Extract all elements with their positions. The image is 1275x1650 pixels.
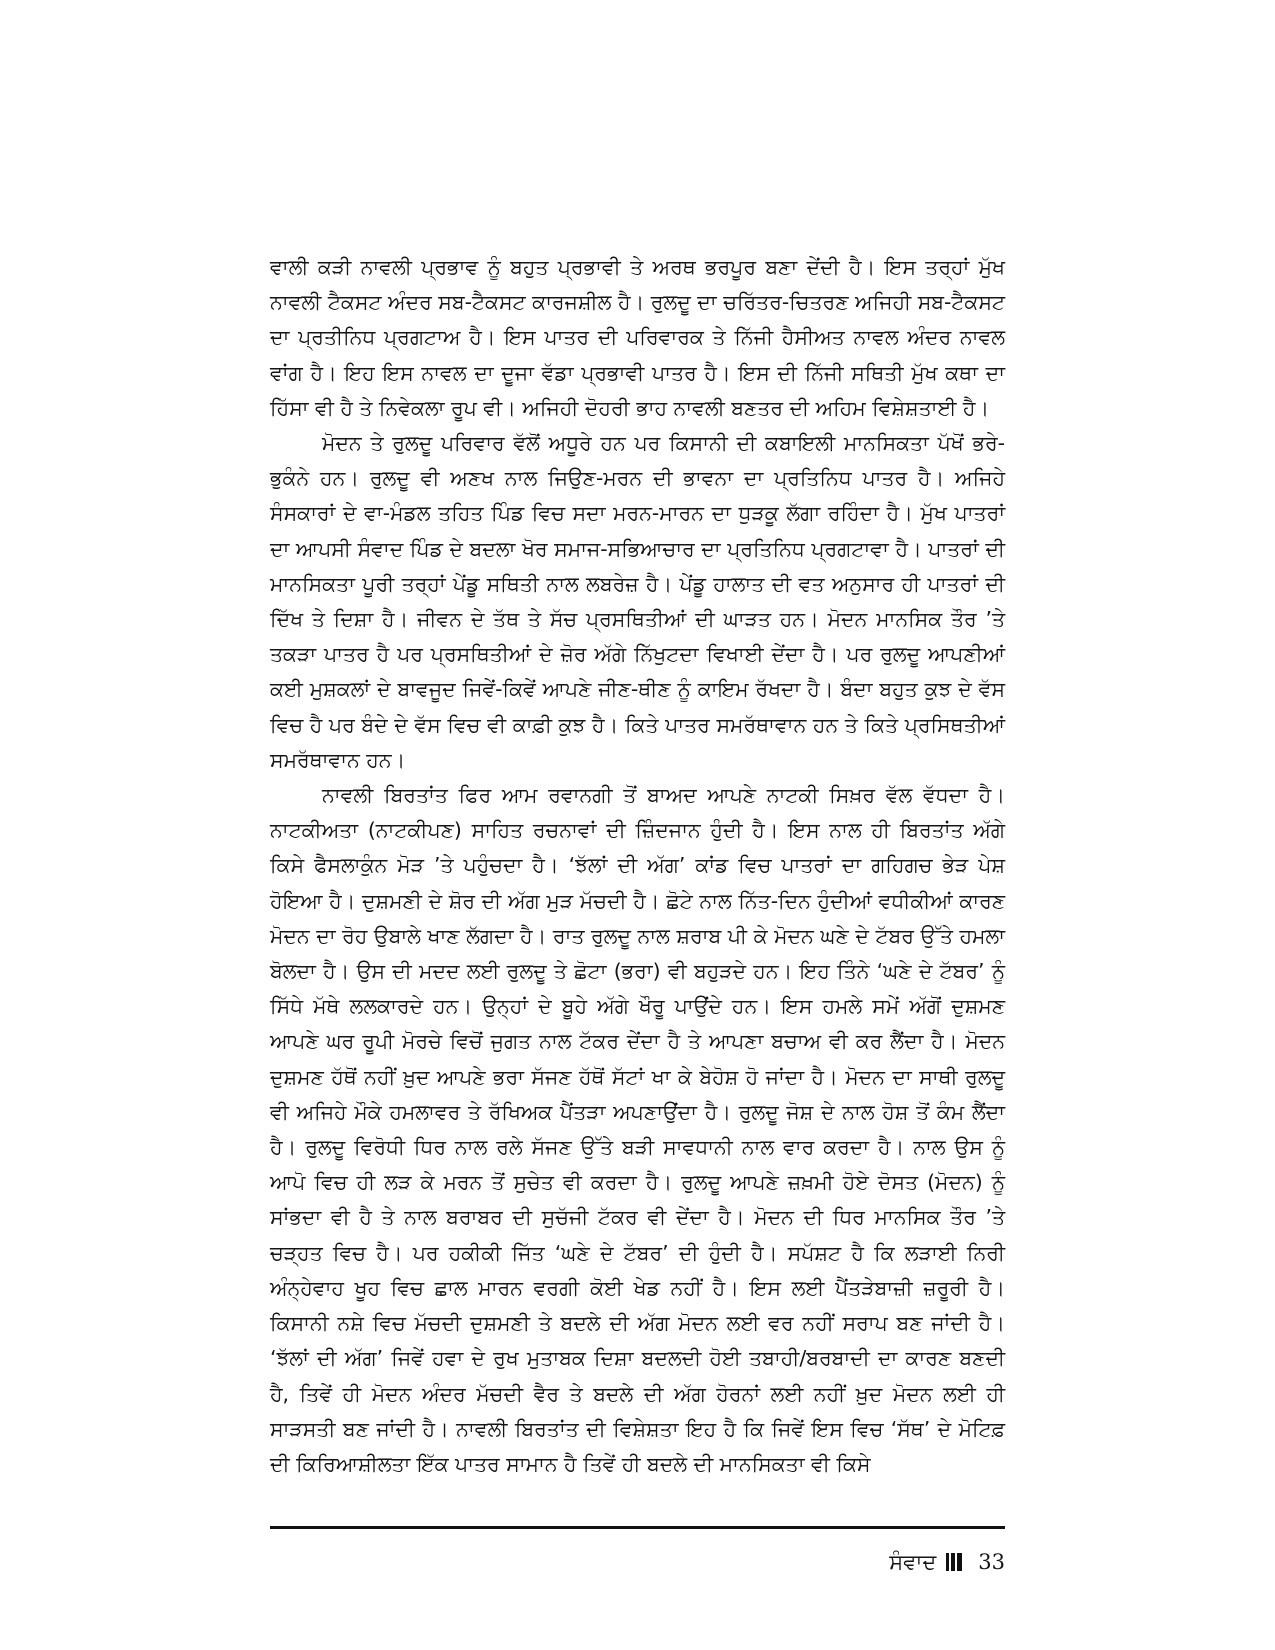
paragraph-3: ਨਾਵਲੀ ਬਿਰਤਾਂਤ ਫਿਰ ਆਮ ਰਵਾਨਗੀ ਤੋਂ ਬਾਅਦ ਆਪਣੇ ਨਾਟਕੀ ਸਿਖ਼ਰ ਵੱਲ ਵੱਧਦਾ ਹੈ। ਨਾਟਕੀਅਤਾ (ਨਾਟਕੀਪਣ) ਸਾਹਿਤ ਰਚਨਾਵਾਂ ਦੀ ਜ਼ਿੰਦਜਾਨ ਹੁੰਦੀ ਹੈ। ਇਸ ਨਾਲ ਹੀ ਬਿਰਤਾਂਤ ਅੱਗੇ ਕਿਸੇ ਫੈਸਲਾਕੁੰਨ ਮੋੜ ’ਤੇ ਪਹੁੰਚਦਾ ਹੈ। ‘ਝੱਲਾਂ ਦੀ ਅੱਗ’ ਕਾਂਡ ਵਿਚ ਪਾਤਰਾਂ ਦਾ ਗਹਿਗਚ ਭੇੜ ਪੇਸ਼ ਹੋਇਆ ਹੈ। ਦੁਸ਼ਮਣੀ ਦੇ ਸ਼ੋਰ ਦੀ ਅੱਗ ਮੁੜ ਮੱਚਦੀ ਹੈ। ਛੋਟੇ ਨਾਲ ਨਿੱਤ-ਦਿਨ ਹੁੰਦੀਆਂ ਵਧੀਕੀਆਂ ਕਾਰਣ ਮੋਦਨ ਦਾ ਰੋਹ ਉਬਾਲੇ ਖਾਣ ਲੱਗਦਾ ਹੈ। ਰਾਤ ਰੁਲਦੂ ਨਾਲ ਸ਼ਰਾਬ ਪੀ ਕੇ ਮੋਦਨ ਘਣੇ ਦੇ ਟੱਬਰ ਉੱਤੇ ਹਮਲਾ ਬੋਲਦਾ ਹੈ। ਉਸ ਦੀ ਮਦਦ ਲਈ ਰੁਲਦੂ ਤੇ ਛੋਟਾ (ਭਰਾ) ਵੀ ਬਹੁੜਦੇ ਹਨ। ਇਹ ਤਿੰਨੇ ‘ਘਣੇ ਦੇ ਟੱਬਰ’ ਨੂੰ ਸਿੱਧੇ ਮੱਥੇ ਲਲਕਾਰਦੇ ਹਨ। ਉਨ੍ਹਾਂ ਦੇ ਬੂਹੇ ਅੱਗੇ ਖੌਰੂ ਪਾਉਂਦੇ ਹਨ। ਇਸ ਹਮਲੇ ਸਮੇਂ ਅੱਗੋਂ ਦੁਸ਼ਮਣ ਆਪਣੇ ਘਰ ਰੂਪੀ ਮੋਰਚੇ ਵਿਚੋਂ ਜੁਗਤ ਨਾਲ ਟੱਕਰ ਦੇਂਦਾ ਹੈ ਤੇ ਆਪਣਾ ਬਚਾਅ ਵੀ ਕਰ ਲੈਂਦਾ ਹੈ। ਮੋਦਨ ਦੁਸ਼ਮਣ ਹੱਥੋਂ ਨਹੀਂ ਖ਼ੁਦ ਆਪਣੇ ਭਰਾ ਸੱਜਣ ਹੱਥੋਂ ਸੱਟਾਂ ਖਾ ਕੇ ਬੇਹੋਸ਼ ਹੋ ਜਾਂਦਾ ਹੈ। ਮੋਦਨ ਦਾ ਸਾਥੀ ਰੁਲਦੂ ਵੀ ਅਜਿਹੇ ਮੌਕੇ ਹਮਲਾਵਰ ਤੇ ਰੱਖਿਅਕ ਪੈਂਤੜਾ ਅਪਣਾਉਂਦਾ ਹੈ। ਰੁਲਦੂ ਜੋਸ਼ ਦੇ ਨਾਲ ਹੋਸ਼ ਤੋਂ ਕੰਮ ਲੈਂਦਾ ਹੈ। ਰੁਲਦੂ ਵਿਰੋਧੀ ਧਿਰ ਨਾਲ ਰਲੇ ਸੱਜਣ ਉੱਤੇ ਬੜੀ ਸਾਵਧਾਨੀ ਨਾਲ ਵਾਰ ਕਰਦਾ ਹੈ। ਨਾਲ ਉਸ ਨੂੰ ਆਪੋ ਵਿਚ ਹੀ ਲੜ ਕੇ ਮਰਨ ਤੋਂ ਸੁਚੇਤ ਵੀ ਕਰਦਾ ਹੈ। ਰੁਲਦੂ ਆਪਣੇ ਜ਼ਖ਼ਮੀ ਹੋਏ ਦੋਸਤ (ਮੋਦਨ) ਨੂੰ ਸਾਂਭਦਾ ਵੀ ਹੈ ਤੇ ਨਾਲ ਬਰਾਬਰ ਦੀ ਸੁਚੱਜੀ ਟੱਕਰ ਵੀ ਦੇਂਦਾ ਹੈ। ਮੋਦਨ ਦੀ ਧਿਰ ਮਾਨਸਿਕ ਤੌਰ ’ਤੇ ਚੜ੍ਹਤ ਵਿਚ ਹੈ। ਪਰ ਹਕੀਕੀ ਜਿੱਤ ‘ਘਣੇ ਦੇ ਟੱਬਰ’ ਦੀ ਹੁੰਦੀ ਹੈ। ਸਪੱਸ਼ਟ ਹੈ ਕਿ ਲੜਾਈ ਨਿਰੀ ਅੰਨ੍ਹੇਵਾਹ ਖੂਹ ਵਿਚ ਛਾਲ ਮਾਰਨ ਵਰਗੀ ਕੋਈ ਖੇਡ ਨਹੀਂ ਹੈ। ਇਸ ਲਈ ਪੈਂਤੜੇਬਾਜ਼ੀ ਜ਼ਰੂਰੀ ਹੈ। ਕਿਸਾਨੀ ਨਸ਼ੇ ਵਿਚ ਮੱਚਦੀ ਦੁਸ਼ਮਣੀ ਤੇ ਬਦਲੇ ਦੀ ਅੱਗ ਮੋਦਨ ਲਈ ਵਰ ਨਹੀਂ ਸਰਾਪ ਬਣ ਜਾਂਦੀ ਹੈ। ‘ਝੱਲਾਂ ਦੀ ਅੱਗ’ ਜਿਵੇਂ ਹਵਾ ਦੇ ਰੁਖ ਮੁਤਾਬਕ ਦਿਸ਼ਾ ਬਦਲਦੀ ਹੋਈ ਤਬਾਹੀ/ਬਰਬਾਦੀ ਦਾ ਕਾਰਣ ਬਣਦੀ ਹੈ, ਤਿਵੇਂ ਹੀ ਮੋਦਨ ਅੰਦਰ ਮੱਚਦੀ ਵੈਰ ਤੇ ਬਦਲੇ ਦੀ ਅੱਗ ਹੋਰਨਾਂ ਲਈ ਨਹੀਂ ਖ਼ੁਦ ਮੋਦਨ ਲਈ ਹੀ ਸਾੜਸਤੀ ਬਣ ਜਾਂਦੀ ਹੈ। ਨਾਵਲੀ ਬਿਰਤਾਂਤ ਦੀ ਵਿਸ਼ੇਸ਼ਤਾ ਇਹ ਹੈ ਕਿ ਜਿਵੇਂ ਇਸ ਵਿਚ ‘ਸੱਥ’ ਦੇ ਮੋਟਿਫ਼ ਦੀ ਕਿਰਿਆਸ਼ੀਲਤਾ ਇੱਕ ਪਾਤਰ ਸਾਮਾਨ ਹੈ ਤਿਵੇਂ ਹੀ ਬਦਲੇ ਦੀ ਮਾਨਸਿਕਤਾ ਵੀ ਕਿਸੇ — [270, 783, 1005, 1476]
body-text — [270, 250, 1005, 1482]
page-footer — [889, 1548, 1005, 1576]
bars-ornament-icon — [946, 1553, 964, 1571]
paragraph-1: ਵਾਲੀ ਕੜੀ ਨਾਵਲੀ ਪ੍ਰਭਾਵ ਨੂੰ ਬਹੁਤ ਪ੍ਰਭਾਵੀ ਤੇ ਅਰਥ ਭਰਪੂਰ ਬਣਾ ਦੇਂਦੀ ਹੈ। ਇਸ ਤਰ੍ਹਾਂ ਮੁੱਖ ਨਾਵਲੀ ਟੈਕਸਟ ਅੰਦਰ ਸਬ-ਟੈਕਸਟ ਕਾਰਜਸ਼ੀਲ ਹੈ। ਰੁਲਦੂ ਦਾ ਚਰਿੱਤਰ-ਚਿਤਰਣ ਅਜਿਹੀ ਸਬ-ਟੈਕਸਟ ਦਾ ਪ੍ਰਤੀਨਿਧ ਪ੍ਰਗਟਾਅ ਹੈ। ਇਸ ਪਾਤਰ ਦੀ ਪਰਿਵਾਰਕ ਤੇ ਨਿੱਜੀ ਹੈਸੀਅਤ ਨਾਵਲ ਅੰਦਰ ਨਾਵਲ ਵਾਂਗ ਹੈ। ਇਹ ਇਸ ਨਾਵਲ ਦਾ ਦੂਜਾ ਵੱਡਾ ਪ੍ਰਭਾਵੀ ਪਾਤਰ ਹੈ। ਇਸ ਦੀ ਨਿੱਜੀ ਸਥਿਤੀ ਮੁੱਖ ਕਥਾ ਦਾ ਹਿੱਸਾ ਵੀ ਹੈ ਤੇ ਨਿਵੇਕਲਾ ਰੂਪ ਵੀ। ਅਜਿਹੀ ਦੋਹਰੀ ਭਾਹ ਨਾਵਲੀ ਬਣਤਰ ਦੀ ਅਹਿਮ ਵਿਸ਼ੇਸ਼ਤਾਈ ਹੈ। — [270, 255, 1005, 420]
journal-name: ਸੰਵਾਦ — [889, 1550, 937, 1574]
footer-rule — [270, 1526, 1005, 1529]
paragraph-2: ਮੋਦਨ ਤੇ ਰੁਲਦੂ ਪਰਿਵਾਰ ਵੱਲੋਂ ਅਧੂਰੇ ਹਨ ਪਰ ਕਿਸਾਨੀ ਦੀ ਕਬਾਇਲੀ ਮਾਨਸਿਕਤਾ ਪੱਖੋਂ ਭਰੇ-ਭੁਕੰਨੇ ਹਨ। ਰੁਲਦੂ ਵੀ ਅਣਖ ਨਾਲ ਜਿਉਣ-ਮਰਨ ਦੀ ਭਾਵਨਾ ਦਾ ਪ੍ਰਤਿਨਿਧ ਪਾਤਰ ਹੈ। ਅਜਿਹੇ ਸੰਸਕਾਰਾਂ ਦੇ ਵਾ-ਮੰਡਲ ਤਹਿਤ ਪਿੰਡ ਵਿਚ ਸਦਾ ਮਰਨ-ਮਾਰਨ ਦਾ ਧੁੜਕੂ ਲੱਗਾ ਰਹਿੰਦਾ ਹੈ। ਮੁੱਖ ਪਾਤਰਾਂ ਦਾ ਆਪਸੀ ਸੰਵਾਦ ਪਿੰਡ ਦੇ ਬਦਲਾ ਖੋਰ ਸਮਾਜ-ਸਭਿਆਚਾਰ ਦਾ ਪ੍ਰਤਿਨਿਧ ਪ੍ਰਗਟਾਵਾ ਹੈ। ਪਾਤਰਾਂ ਦੀ ਮਾਨਸਿਕਤਾ ਪੂਰੀ ਤਰ੍ਹਾਂ ਪੇਂਡੂ ਸਥਿਤੀ ਨਾਲ ਲਬਰੇਜ਼ ਹੈ। ਪੇਂਡੂ ਹਾਲਾਤ ਦੀ ਵਤ ਅਨੁਸਾਰ ਹੀ ਪਾਤਰਾਂ ਦੀ ਦਿੱਖ ਤੇ ਦਿਸ਼ਾ ਹੈ। ਜੀਵਨ ਦੇ ਤੱਥ ਤੇ ਸੱਚ ਪ੍ਰਸਥਿਤੀਆਂ ਦੀ ਘਾੜਤ ਹਨ। ਮੋਦਨ ਮਾਨਸਿਕ ਤੌਰ ’ਤੇ ਤਕੜਾ ਪਾਤਰ ਹੈ ਪਰ ਪ੍ਰਸਥਿਤੀਆਂ ਦੇ ਜ਼ੋਰ ਅੱਗੇ ਨਿੱਖੁਟਦਾ ਵਿਖਾਈ ਦੇਂਦਾ ਹੈ। ਪਰ ਰੁਲਦੂ ਆਪਣੀਆਂ ਕਈ ਮੁਸ਼ਕਲਾਂ ਦੇ ਬਾਵਜੂਦ ਜਿਵੇਂ-ਕਿਵੇਂ ਆਪਣੇ ਜੀਣ-ਥੀਣ ਨੂੰ ਕਾਇਮ ਰੱਖਦਾ ਹੈ। ਬੰਦਾ ਬਹੁਤ ਕੁਝ ਦੇ ਵੱਸ ਵਿਚ ਹੈ ਪਰ ਬੰਦੇ ਦੇ ਵੱਸ ਵਿਚ ਵੀ ਕਾਫ਼ੀ ਕੁਝ ਹੈ। ਕਿਤੇ ਪਾਤਰ ਸਮਰੱਥਾਵਾਨ ਹਨ ਤੇ ਕਿਤੇ ਪ੍ਰਸਿਥਤੀਆਂ ਸਮਰੱਥਾਵਾਨ ਹਨ। — [270, 431, 1005, 772]
page-number: 33 — [978, 1550, 1005, 1574]
